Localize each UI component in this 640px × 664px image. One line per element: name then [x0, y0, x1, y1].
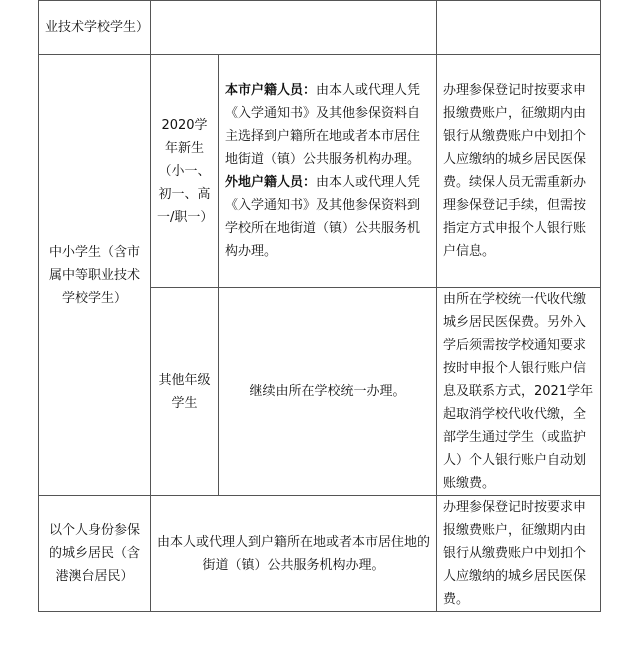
nonlocal-residents-paragraph [225, 171, 430, 263]
table-row [39, 1, 601, 55]
cell-category-students: 中小学生（含市属中等职业技术学校学生） [39, 55, 151, 496]
cell-empty [437, 1, 601, 55]
insurance-enrollment-table [38, 0, 601, 612]
nonlocal-residents-label: 外地户籍人员： [225, 175, 317, 190]
cell-empty [151, 1, 437, 55]
cell-new-students: 2020学年新生（小一、初一、高一/职一） [151, 55, 219, 288]
cell-other-grades-payment: 由所在学校统一代收代缴城乡居民医保费。另外入学后须需按学校通知要求按时申报个人银行账户信息及联系方式，2021学年起取消学校代收代缴，全部学生通过学生（或监护人）个人银行账户自动划账缴费。 [437, 288, 601, 496]
cell-category-continued: 业技术学校学生） [39, 1, 151, 55]
cell-new-students-method [219, 55, 437, 288]
cell-individuals-payment: 办理参保登记时按要求申报缴费账户，征缴期内由银行从缴费账户中划扣个人应缴纳的城乡居民医保费。 [437, 496, 601, 612]
cell-new-students-payment: 办理参保登记时按要求申报缴费账户，征缴期内由银行从缴费账户中划扣个人应缴纳的城乡居民医保费。续保人员无需重新办理参保登记手续，但需按指定方式申报个人银行账户信息。 [437, 55, 601, 288]
local-residents-paragraph [225, 79, 430, 171]
local-residents-label: 本市户籍人员： [225, 83, 317, 98]
nonlocal-residents-text: 由本人或代理人凭《入学通知书》及其他参保资料到学校所在地街道（镇）公共服务机构办理。 [225, 175, 421, 259]
cell-other-grades: 其他年级学生 [151, 288, 219, 496]
cell-individuals-method: 由本人或代理人到户籍所在地或者本市居住地的街道（镇）公共服务机构办理。 [151, 496, 437, 612]
local-residents-text: 由本人或代理人凭《入学通知书》及其他参保资料自主选择到户籍所在地或者本市居住地街道（镇）公共服务机构办理。 [225, 83, 421, 167]
cell-other-grades-method: 继续由所在学校统一办理。 [219, 288, 437, 496]
cell-category-individuals: 以个人身份参保的城乡居民（含港澳台居民） [39, 496, 151, 612]
table-row [39, 496, 601, 612]
table-row [39, 55, 601, 288]
